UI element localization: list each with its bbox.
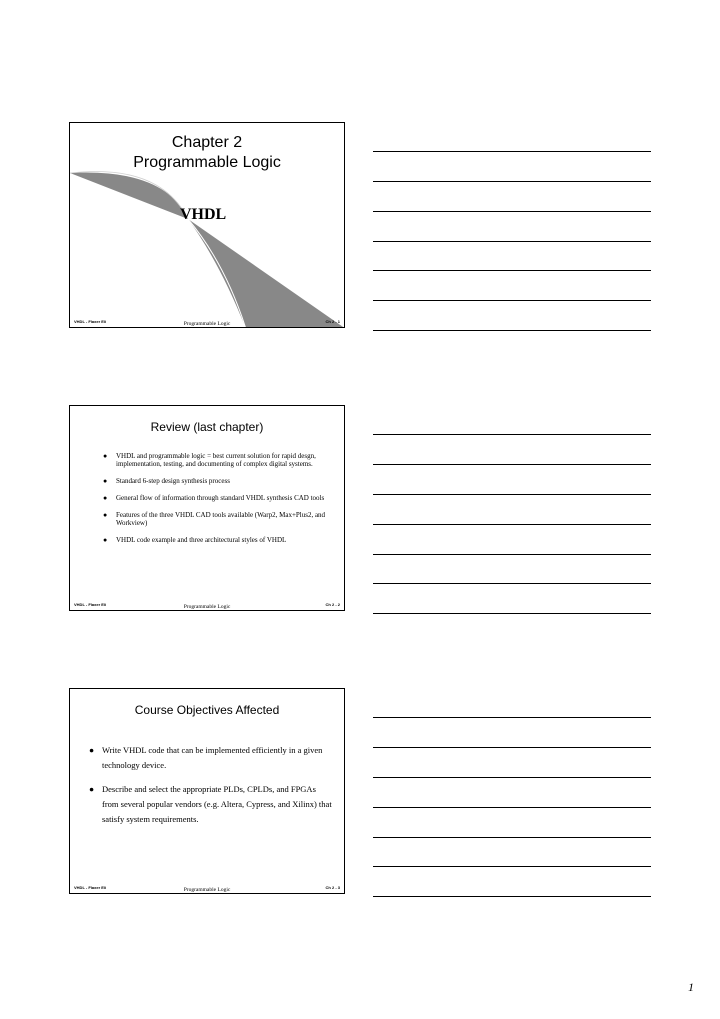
notes-line [373,524,651,525]
bullet-list [89,743,334,836]
bullet-text: Describe and select the appropriate PLDs, CPLDs, and FPGAs from several popular vendors (e.g. Altera, Cypress, and Xilinx) that satisfy system requirements. [102,784,332,824]
slide-title-line-1: Chapter 2 [171,134,243,151]
slide-title [70,133,344,173]
notes-line [373,554,651,555]
notes-line [373,837,651,838]
bullet-list [103,452,335,553]
notes-line [373,330,651,331]
slide-3 [69,688,345,894]
notes-line [373,494,651,495]
page-number: 1 [688,980,694,994]
list-item [103,494,335,502]
slide-title: Review (last chapter) [150,420,264,434]
slide-title: Course Objectives Affected [134,703,280,717]
slide-footer-center: Programmable Logic [183,887,231,893]
notes-line [373,866,651,867]
list-item [103,511,335,527]
slide-footer-left: VHDL - Flaxer Eli [74,319,107,324]
notes-line [373,747,651,748]
bullet-icon: ● [89,745,95,755]
notes-line [373,270,651,271]
slide-footer-right: Ch 2 - 2 [325,602,340,607]
slide-footer-left: VHDL - Flaxer Eli [74,885,107,890]
slide-footer-left: VHDL - Flaxer Eli [74,602,107,607]
notes-line [373,434,651,435]
list-item [103,452,335,468]
bullet-text: VHDL and programmable logic = best current solution for rapid desgn, implementation, testing, and documenting of complex digital systems. [116,452,316,468]
bullet-icon: ● [103,477,108,485]
bullet-icon: ● [103,536,108,544]
slide-footer-right: Ch 2 - 3 [325,885,340,890]
notes-line [373,181,651,182]
slide-title-line-2: Programmable Logic [133,154,281,171]
slide-2 [69,405,345,611]
slide-footer-center: Programmable Logic [183,321,231,327]
notes-line [373,211,651,212]
notes-line [373,241,651,242]
list-item [89,743,334,773]
bullet-text: Write VHDL code that can be implemented efficiently in a given technology device. [102,745,323,770]
bullet-icon: ● [103,494,108,502]
bullet-icon: ● [89,784,95,794]
list-item [89,782,334,827]
slide-1 [69,122,345,328]
bullet-text: VHDL code example and three architectural styles of VHDL [116,536,287,544]
bullet-text: Standard 6-step design synthesis process [116,477,230,485]
notes-line [373,300,651,301]
bullet-text: Features of the three VHDL CAD tools available (Warp2, Max+Plus2, and Workview) [116,511,326,527]
notes-line [373,777,651,778]
bullet-icon: ● [103,511,108,519]
slide-heading: VHDL [180,206,227,223]
bullet-icon: ● [103,452,108,460]
notes-line [373,583,651,584]
notes-line [373,717,651,718]
slide-footer-center: Programmable Logic [183,604,231,610]
notes-line [373,613,651,614]
notes-line [373,807,651,808]
notes-line [373,896,651,897]
list-item [103,477,335,485]
slide-footer-right: Ch 2 - 1 [325,319,340,324]
bullet-text: General flow of information through standard VHDL synthesis CAD tools [116,494,325,502]
list-item [103,536,335,544]
notes-line [373,151,651,152]
notes-line [373,464,651,465]
